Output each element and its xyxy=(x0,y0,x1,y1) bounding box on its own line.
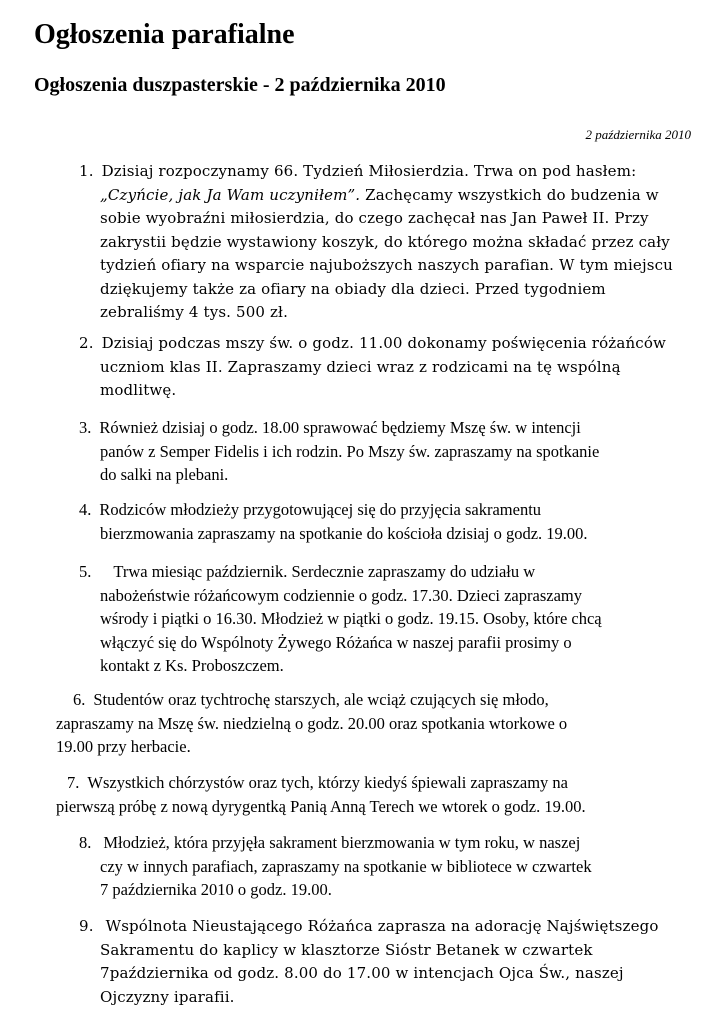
item-line: Również dzisiaj o godz. 18.00 sprawować będziemy Mszę św. w intencji xyxy=(99,418,581,437)
item-line: Dzisiaj rozpoczynamy 66. Tydzień Miłosierdzia. Trwa on pod hasłem: xyxy=(101,162,637,180)
item-number: 6. xyxy=(73,690,86,709)
item-number: 4. xyxy=(79,500,92,519)
item-line: zebraliśmy 4 tys. 500 zł. xyxy=(100,303,288,321)
item-line: sobie wyobraźni miłosierdzia, do czego zachęcał nas Jan Paweł II. Przy xyxy=(100,209,649,227)
item-line: nabożeństwie różańcowym codziennie o godz. 17.30. Dzieci zapraszamy xyxy=(100,585,582,605)
item-line: uczniom klas II. Zapraszamy dzieci wraz z rodzicami na tę wspólną xyxy=(100,357,621,376)
page-title: Ogłoszenia parafialne xyxy=(34,19,295,50)
item-line: Młodzież, która przyjęła sakrament bierzmowania w tym roku, w naszej xyxy=(103,833,581,852)
announcement-item-8 xyxy=(79,831,690,902)
item-line: Studentów oraz tychtrochę starszych, ale wciąż czujących się młodo, xyxy=(93,690,549,709)
item-line: Rodziców młodzieży przygotowującej się do przyjęcia sakramentu xyxy=(99,500,542,519)
item-line: wśrody i piątki o 16.30. Młodzież w piątki o godz. 19.15. Osoby, które chcą xyxy=(100,609,602,628)
announcement-item-5 xyxy=(79,560,690,678)
item-number: 2. xyxy=(79,334,94,352)
item-line: 19.00 przy herbacie. xyxy=(56,737,191,756)
item-line: pierwszą próbę z nową dyrygentką Panią Anną Terech we wtorek o godz. 19.00. xyxy=(56,796,586,816)
item-line: Zachęcamy wszystkich do budzenia w xyxy=(365,185,659,204)
item-line: zapraszamy na Mszę św. niedzielną o godz. 20.00 oraz spotkania wtorkowe o xyxy=(56,713,568,733)
item-line: Wszystkich chórzystów oraz tych, którzy kiedyś śpiewali zapraszamy na xyxy=(87,773,569,792)
page-subtitle: Ogłoszenia duszpasterskie - 2 października 2010 xyxy=(34,74,446,96)
item-number: 1. xyxy=(79,162,94,180)
item-line: 7 października 2010 o godz. 19.00. xyxy=(100,880,332,899)
item-line: Ojczyzny iparafii. xyxy=(100,987,235,1006)
announcement-item-3 xyxy=(79,416,690,487)
item-line: włączyć się do Wspólnoty Żywego Różańca w naszej parafii prosimy o xyxy=(100,632,572,652)
item-line: kontakt z Ks. Proboszczem. xyxy=(100,656,284,675)
item-line: czy w innych parafiach, zapraszamy na spotkanie w bibliotece w czwartek xyxy=(100,856,592,876)
announcement-item-7 xyxy=(56,771,690,818)
item-number: 8. xyxy=(79,833,92,852)
announcement-item-4 xyxy=(79,498,690,545)
item-line: Trwa miesiąc październik. Serdecznie zapraszamy do udziału w xyxy=(113,562,536,581)
item-number: 9. xyxy=(79,917,94,935)
item-quote: „Czyńcie, jak Ja Wam uczyniłem”. xyxy=(100,185,361,204)
item-line: Wspólnota Nieustającego Różańca zaprasza na adorację Najświętszego xyxy=(105,917,659,935)
item-line: Sakramentu do kaplicy w klasztorze Sióstr Betanek w czwartek xyxy=(100,940,593,959)
item-line: modlitwę. xyxy=(100,381,177,399)
announcement-item-6 xyxy=(56,688,690,759)
announcement-item-9 xyxy=(79,915,690,1009)
item-line: Dzisiaj podczas mszy św. o godz. 11.00 dokonamy poświęcenia różańców xyxy=(101,334,666,352)
item-number: 3. xyxy=(79,418,92,437)
announcement-item-1 xyxy=(79,160,690,325)
item-number: 5. xyxy=(79,562,92,581)
item-number: 7. xyxy=(67,773,80,792)
item-line: 7października od godz. 8.00 do 17.00 w intencjach Ojca Św., naszej xyxy=(100,964,624,982)
item-line: do salki na plebani. xyxy=(100,465,229,484)
item-line: tydzień ofiary na wsparcie najuboższych naszych parafian. W tym miejscu xyxy=(100,256,673,274)
item-line: panów z Semper Fidelis i ich rodzin. Po Mszy św. zapraszamy na spotkanie xyxy=(100,441,600,461)
item-line: bierzmowania zapraszamy na spotkanie do kościoła dzisiaj o godz. 19.00. xyxy=(100,523,588,543)
item-line: zakrystii będzie wystawiony koszyk, do którego można składać przez cały xyxy=(100,232,670,251)
announcement-item-2 xyxy=(79,332,690,403)
announcement-date: 2 października 2010 xyxy=(585,127,691,142)
item-line: dziękujemy także za ofiary na obiady dla dzieci. Przed tygodniem xyxy=(100,279,606,298)
